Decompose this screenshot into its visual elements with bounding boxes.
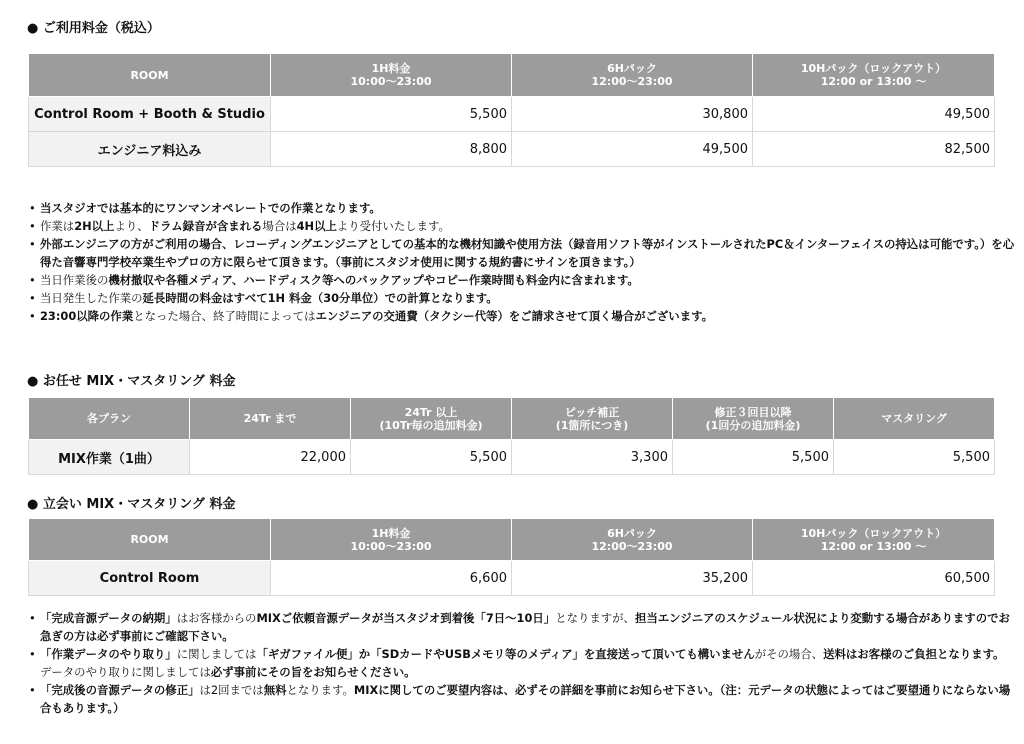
note-item [40, 681, 1015, 717]
price-cell: 35,200 [512, 561, 753, 596]
price-cell: 8,800 [271, 132, 512, 167]
table-row [29, 97, 995, 132]
row-label: Control Room [29, 561, 271, 596]
header-1h-fee: 1H料金 10:00〜23:00 [271, 54, 512, 97]
note-text: となりますが、 [555, 611, 635, 625]
note-text: 「ギガファイル便」か「SDカードやUSBメモリ等のメディア」を直接送って頂いても構いません [256, 647, 755, 661]
note-text: 4H以上 [296, 219, 337, 233]
table-header-row [29, 398, 995, 440]
price-cell: 5,500 [271, 97, 512, 132]
note-text: 延長時間の料金はすべて1H 料金（30分単位）での計算となります。 [142, 291, 498, 305]
note-text: となった場合、終了時間によっては [133, 309, 316, 323]
price-cell: 3,300 [512, 440, 673, 475]
header-6h-pack: 6Hパック 12:00〜23:00 [512, 54, 753, 97]
header-1h-fee: 1H料金 10:00〜23:00 [271, 519, 512, 561]
section-title-usage-fees: ● ご利用料金（税込） [27, 21, 160, 36]
header-6h-pack: 6Hパック 12:00〜23:00 [512, 519, 753, 561]
note-text: 当日作業後の [40, 273, 109, 287]
attended-notes-list [28, 609, 1015, 717]
note-text: は2回までは [199, 683, 264, 697]
note-text: に関しましては [176, 647, 257, 661]
note-item [40, 217, 1015, 235]
row-label: Control Room + Booth & Studio [29, 97, 271, 132]
note-item [40, 645, 1015, 681]
note-text: 当日発生した作業の [40, 291, 143, 305]
note-text: 担当エンジニアのスケジュール状況により変動する場合がありますのでお急ぎの方は必ず事前にご確認下さい。 [40, 611, 1010, 643]
header-revision: 修正３回目以降 (1回分の追加料金) [673, 398, 834, 440]
table-header-row [29, 519, 995, 561]
price-cell: 5,500 [351, 440, 512, 475]
note-text: 無料 [263, 683, 287, 697]
price-cell: 49,500 [512, 132, 753, 167]
price-cell: 82,500 [753, 132, 995, 167]
note-text: 作業は [40, 219, 75, 233]
note-text: エンジニアの交通費（タクシー代等）をご請求させて頂く場合がございます。 [315, 309, 713, 323]
note-text: 2H以上 [74, 219, 115, 233]
header-24tr: 24Tr まで [190, 398, 351, 440]
note-item [40, 235, 1015, 271]
table-header-row [29, 54, 995, 97]
note-item [40, 289, 1015, 307]
note-text: 必ず事前にその旨をお知らせください。 [210, 665, 416, 679]
price-cell: 22,000 [190, 440, 351, 475]
header-10h-pack: 10Hパック（ロックアウト） 12:00 or 13:00 〜 [753, 54, 995, 97]
section-title-mix-mastering: ● お任せ MIX・マスタリング 料金 [27, 374, 236, 389]
note-text: 機材撤収や各種メディア、ハードディスク等へのバックアップやコピー作業時間も料金内に含まれます。 [108, 273, 639, 287]
mix-mastering-table [28, 397, 995, 475]
header-plan: 各プラン [29, 398, 190, 440]
note-item [40, 307, 1015, 325]
note-text: 当スタジオでは基本的にワンマンオペレートでの作業となります。 [40, 201, 381, 215]
header-room: ROOM [29, 54, 271, 97]
attended-mix-table [28, 518, 995, 596]
note-text: MIXご依頼音源データが当スタジオ到着後「7日〜10日」 [256, 611, 556, 625]
note-text: 23:00以降の作業 [40, 309, 134, 323]
note-text: より受付いたします。 [336, 219, 450, 233]
table-row [29, 132, 995, 167]
section-title-attended-mix: ● 立会い MIX・マスタリング 料金 [27, 497, 236, 512]
note-text: 場合は [262, 219, 297, 233]
note-text: 「完成音源データの納期」 [40, 611, 177, 625]
price-cell: 49,500 [753, 97, 995, 132]
header-10h-pack: 10Hパック（ロックアウト） 12:00 or 13:00 〜 [753, 519, 995, 561]
note-item [40, 199, 1015, 217]
note-item [40, 271, 1015, 289]
header-room: ROOM [29, 519, 271, 561]
header-pitch-correction: ピッチ補正 (1箇所につき) [512, 398, 673, 440]
note-text: 送料はお客様のご負担となります。 [823, 647, 1005, 661]
table-row [29, 561, 995, 596]
usage-fees-table [28, 53, 995, 167]
header-24tr-over: 24Tr 以上 (10Tr毎の追加料金) [351, 398, 512, 440]
price-cell: 30,800 [512, 97, 753, 132]
note-item [40, 609, 1015, 645]
note-text: 外部エンジニアの方がご利用の場合、レコーディングエンジニアとしての基本的な機材知識や使用方法（録音用ソフト等がインストールされたPC＆インターフェイスの持込は可能です。）を心得た音響専門学校卒業生やプロの方に限らせて頂きます。（事前にスタジオ使用に関する規約書にサインを頂きます。） [40, 237, 1015, 269]
price-cell: 6,600 [271, 561, 512, 596]
price-cell: 5,500 [834, 440, 995, 475]
note-text: ドラム録音が含まれる [148, 219, 263, 233]
usage-notes-list [28, 199, 1015, 325]
price-cell: 5,500 [673, 440, 834, 475]
note-text: となります。 [286, 683, 354, 697]
row-label: MIX作業（1曲） [29, 440, 190, 475]
note-text: より、 [114, 219, 149, 233]
price-cell: 60,500 [753, 561, 995, 596]
note-text: はお客様からの [176, 611, 257, 625]
row-label: エンジニア料込み [29, 132, 271, 167]
note-text: がその場合、 [754, 647, 824, 661]
note-text: データのやり取りに関しましては [40, 665, 211, 679]
note-text: 「完成後の音源データの修正」 [40, 683, 200, 697]
table-row [29, 440, 995, 475]
header-mastering: マスタリング [834, 398, 995, 440]
note-text: MIXに関してのご要望内容は、必ずその詳細を事前にお知らせ下さい。（注：元データの状態によってはご要望通りにならない場合もあります。） [40, 683, 1011, 715]
note-text: 「作業データのやり取り」 [40, 647, 177, 661]
